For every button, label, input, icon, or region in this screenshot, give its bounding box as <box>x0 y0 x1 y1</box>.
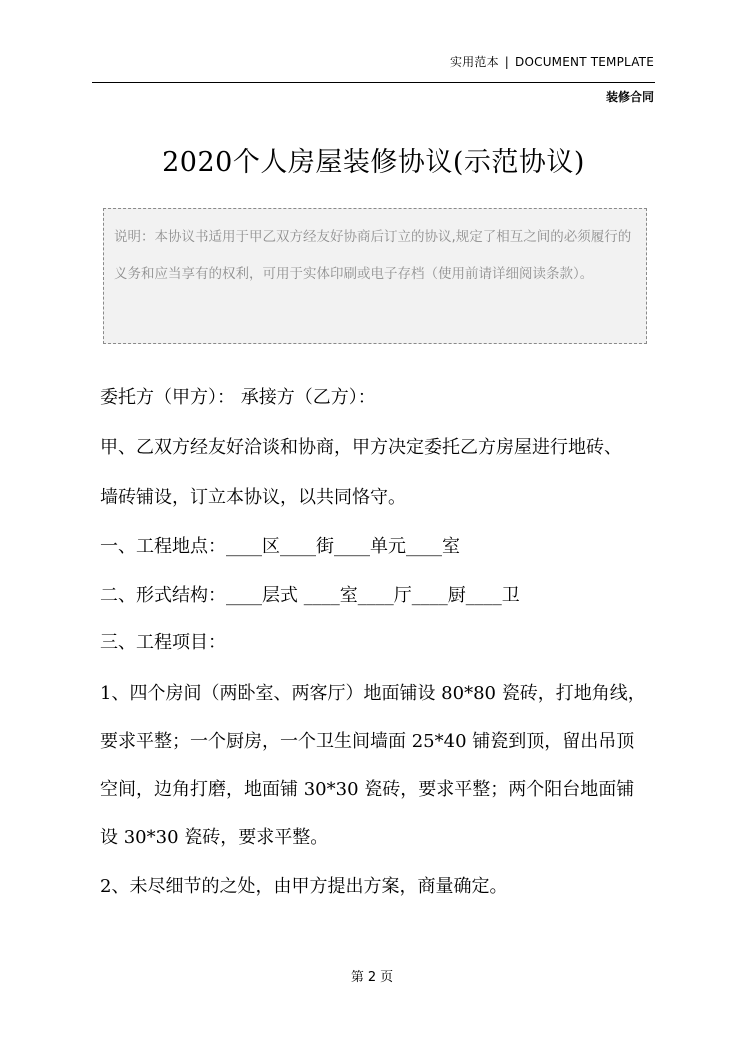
page-header <box>450 53 654 70</box>
project-items-heading: 三、工程项目： <box>100 632 226 653</box>
body-paragraph-line: 甲、乙双方经友好洽谈和协商，甲方决定委托乙方房屋进行地砖、 <box>100 437 622 458</box>
header-template-label: DOCUMENT TEMPLATE <box>515 55 654 69</box>
document-category: 装修合同 <box>605 90 654 104</box>
document-title: 2020个人房屋装修协议(示范协议) <box>162 147 585 178</box>
header-label: 实用范本 <box>449 55 499 69</box>
header-rule <box>92 82 655 83</box>
structure-form-line: 二、形式结构：____层式 ____室____厅____厨____卫 <box>100 585 520 606</box>
item-2-line: 2、未尽细节的之处，由甲方提出方案，商量确定。 <box>100 876 508 897</box>
item-1-line: 空间，边角打磨，地面铺 30*30 瓷砖，要求平整；两个阳台地面铺 <box>100 779 635 800</box>
footer-prefix: 第 <box>350 970 364 985</box>
page-footer <box>0 966 744 985</box>
header-separator: | <box>504 55 510 69</box>
usage-notice-box: 说明：本协议书适用于甲乙双方经友好协商后订立的协议,规定了相互之间的必须履行的义务和应当享有的权利，可用于实体印刷或电子存档（使用前请详细阅读条款）。 <box>103 208 647 344</box>
page-number: 2 <box>367 970 377 985</box>
body-paragraph-line: 墙砖铺设，订立本协议，以共同恪守。 <box>100 487 406 508</box>
footer-suffix: 页 <box>380 970 394 985</box>
item-1-line: 设 30*30 瓷砖，要求平整。 <box>100 827 329 848</box>
parties-line: 委托方（甲方）： 承接方（乙方）： <box>100 387 376 408</box>
item-1-line: 1、四个房间（两卧室、两客厅）地面铺设 80*80 瓷砖，打地角线， <box>100 683 646 704</box>
item-1-line: 要求平整；一个厨房，一个卫生间墙面 25*40 铺瓷到顶，留出吊顶 <box>100 731 635 752</box>
project-location-line: 一、工程地点：____区____街____单元____室 <box>100 536 460 557</box>
